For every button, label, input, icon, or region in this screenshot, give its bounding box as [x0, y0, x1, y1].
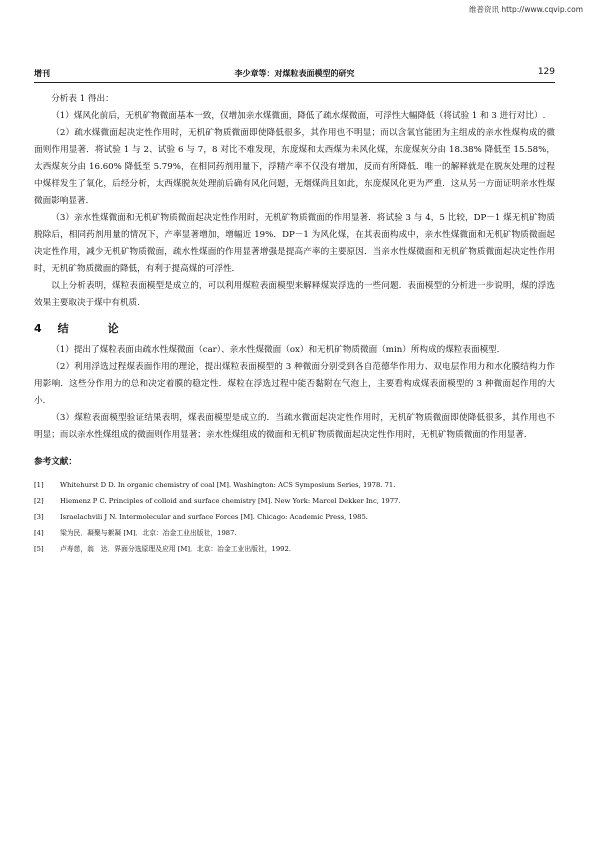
section-title: 结 论: [57, 322, 133, 335]
analysis-point-3: （3）亲水性煤微面和无机矿物质微面起决定性作用时，无机矿物质微面的作用显著．将试验 3 与 4，5 比较，DP－1 煤无机矿物质脱除后，相同药剂用量的情况下，产率显著增加，增幅近 19%．DP－1 为风化煤，在其表面构成中，亲水性煤微面和无机矿物质微面起决定性作用，减少无机矿物质微面，疏水性煤面的作用显著增强是提高产率的主要原因．当亲水性煤微面和无机矿物质微面起决定性作用时，无机矿物质微面的降低，有利于提高煤的可浮性．: [34, 213, 555, 274]
reference-text: Whitehurst D D. In organic chemistry of coal [M]. Washington: ACS Symposium Series, 1978. 71.: [60, 481, 396, 489]
section-number: 4: [34, 322, 42, 335]
reference-index: [4]: [34, 529, 44, 537]
analysis-point-2: （2）疏水煤微面起决定性作用时，无机矿物质微面即使降低很多，其作用也不明显；而以含氧官能团为主组成的亲水性煤构成的微面则作用显著．将试验 1 与 2、试验 6 与 7，8 对比不难发现，东庞煤和太西煤为未风化煤，东庞煤灰分由 18.38% 降低至 15.58%，太西煤灰分由 16.60% 降低至 5.79%，在相同药剂用量下，浮精产率不仅没有增加，反而有所降低．唯一的解释就是在脱灰处理的过程中煤样发生了氧化，后经分析，太西煤脱灰处理前后确有风化问题，无烟煤尚且如此，东庞煤风化更为严重．这从另一方面证明亲水性煤微面影响显著．: [34, 128, 555, 206]
reference-text: Hiemenz P C. Principles of colloid and surface chemistry [M]. New York: Marcel Dekker Inc, 1977.: [60, 497, 401, 505]
page-number: 129: [537, 67, 555, 77]
reference-index: [2]: [34, 497, 44, 505]
reference-index: [5]: [34, 545, 44, 553]
reference-text: 梁为民．凝聚与絮凝 [M]．北京：冶金工业出版社，1987.: [60, 529, 237, 537]
reference-item: [34, 541, 555, 557]
conclusion-point-3: （3）煤粒表面模型验证结果表明，煤表面模型是成立的．当疏水微面起决定性作用时，无机矿物质微面即使降低很多，其作用也不明显；而以亲水性煤组成的微面则作用显著；亲水性煤组成的微面和无机矿物质微面起决定性作用时，无机矿物质微面的作用显著．: [34, 413, 555, 440]
running-header: [34, 66, 555, 83]
reference-item: [34, 493, 555, 509]
reference-list: [34, 477, 555, 557]
analysis-summary: 以上分析表明，煤粒表面模型是成立的，可以利用煤粒表面模型来解释煤炭浮选的一些问题．表面模型的分析进一步说明，煤的浮选效果主要取决于煤中有机质.: [34, 281, 555, 308]
references-title: 参考文献：: [34, 457, 77, 467]
reference-text: 卢寿慈，翁 达．界面分选原理及应用 [M]．北京：冶金工业出版社，1992.: [60, 545, 291, 553]
reference-text: Israelachvili J N. Intermolecular and surface Forces [M]. Chicago: Academic Press, 1985.: [60, 513, 368, 521]
reference-item: [34, 477, 555, 493]
running-title: 李少章等：对煤粒表面模型的研究: [234, 69, 355, 78]
intro-paragraph: 分析表 1 得出：: [51, 94, 114, 104]
analysis-point-1: （1）煤风化前后，无机矿物微面基本一致，仅增加亲水煤微面，降低了疏水煤微面，可浮性大幅降低（将试验 1 和 3 进行对比）.: [51, 111, 546, 121]
conclusion-point-1: （1）提出了煤粒表面由疏水性煤微面（car）、亲水性煤微面（ox）和无机矿物质微面（min）所构成的煤粒表面模型．: [51, 345, 506, 355]
section-heading-conclusion: [34, 320, 555, 338]
reference-item: [34, 509, 555, 525]
journal-issue-label: 增刊: [34, 69, 50, 78]
conclusion-point-2: （2）利用浮选过程煤表面作用的理论，提出煤粒表面模型的 3 种微面分别受到各自范德华作用力、双电层作用力和水化膜结构力作用影响．这些分作用力的总和决定着膜的稳定性．煤粒在浮选过程中能否黏附在气泡上，主要看构成煤表面模型的 3 种微面起作用的大小．: [34, 362, 555, 406]
reference-index: [3]: [34, 513, 44, 521]
watermark: 维普资讯 http://www.cqvip.com: [468, 5, 583, 14]
reference-index: [1]: [34, 481, 44, 489]
article-body: [34, 91, 555, 557]
reference-item: [34, 525, 555, 541]
